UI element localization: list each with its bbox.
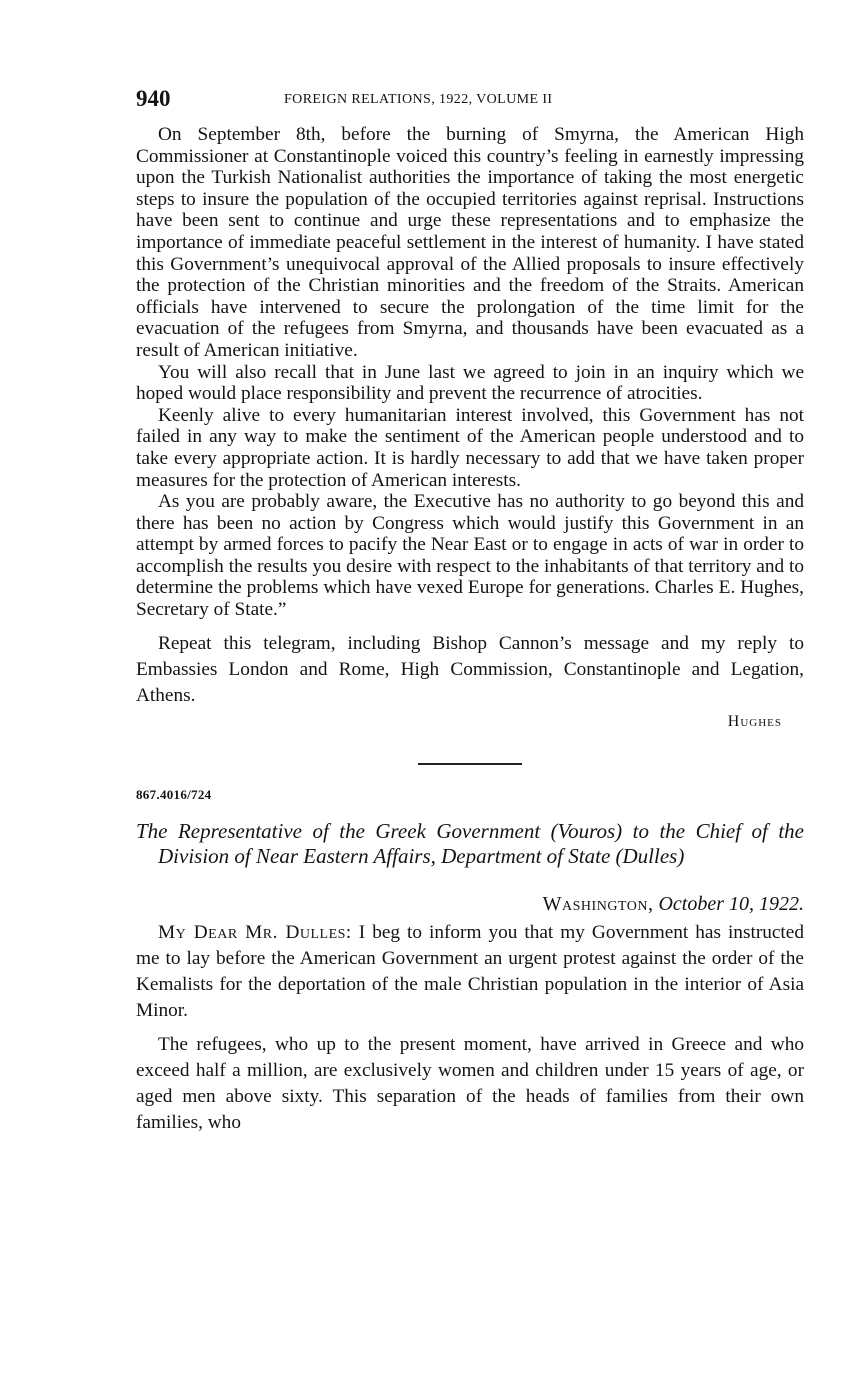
running-head: [136, 86, 804, 120]
document-title: The Representative of the Greek Government (Vouros) to the Chief of the Division of Near Eastern Affairs, Department of State (Dulles): [136, 818, 804, 868]
letter-paragraph-text: I beg to inform you that my Government has instructed me to lay before the American Government an urgent protest against the order of the Kemalists for the deportation of the male Christian population in the interior of Asia Minor.: [136, 921, 804, 1021]
letter-paragraph: [136, 920, 804, 1024]
repeat-paragraph: Repeat this telegram, including Bishop Cannon’s message and my reply to Embassies London and Rome, High Commission, Constantinople and Legation, Athens.: [136, 632, 804, 706]
quoted-paragraph: Keenly alive to every humanitarian interest involved, this Government has not failed in any way to make the sentiment of the American people understood and to take every appropriate action. It is hardly necessary to add that we have taken proper measures for the protection of American interests.: [136, 404, 804, 491]
quoted-paragraph: You will also recall that in June last we agreed to join in an inquiry which we hoped would place responsibility and prevent the recurrence of atrocities.: [136, 361, 804, 405]
dateline: [136, 893, 804, 916]
repeat-instruction: [136, 631, 804, 709]
running-title: FOREIGN RELATIONS, 1922, VOLUME II: [284, 92, 553, 107]
dateline-date: October 10, 1922.: [658, 892, 804, 915]
letter-body: [136, 920, 804, 1136]
quoted-paragraph: As you are probably aware, the Executive has no authority to go beyond this and there has been no action by Congress which would justify this Government in an attempt by armed forces to pacify the Near East or to engage in acts of war in order to accomplish the results you desire with respect to the inhabitants of that territory and to determine the problems which have vexed Europe for generations. Charles E. Hughes, Secretary of State.”: [136, 491, 804, 621]
quoted-telegram: [136, 124, 804, 621]
salutation: My Dear Mr. Dulles:: [158, 921, 352, 943]
dateline-place: Washington,: [542, 892, 654, 915]
section-divider: [418, 763, 522, 765]
file-number: 867.4016/724: [136, 786, 212, 802]
document-page: [136, 86, 804, 1136]
letter-paragraph: The refugees, who up to the present moment, have arrived in Greece and who exceed half a million, are exclusively women and children under 15 years of age, or aged men above sixty. This separation of the heads of families from their own families, who: [136, 1033, 804, 1133]
signature: Hughes: [727, 712, 782, 730]
page-number: 940: [136, 86, 171, 111]
quoted-paragraph: On September 8th, before the burning of Smyrna, the American High Commissioner at Constantinople voiced this country’s feeling in earnestly impressing upon the Turkish Nationalist authorities the importance of taking the most energetic steps to insure the population of the occupied territories against reprisal. Instructions have been sent to continue and urge these representations and to emphasize the importance of immediate peaceful settlement in the interest of humanity. I have stated this Government’s unequivocal approval of the Allied proposals to insure effectively the protection of the Christian minorities and the freedom of the Straits. American officials have intervened to secure the prolongation of the time limit for the evacuation of the refugees from Smyrna, and thousands have been evacuated as a result of American initiative.: [136, 124, 804, 361]
